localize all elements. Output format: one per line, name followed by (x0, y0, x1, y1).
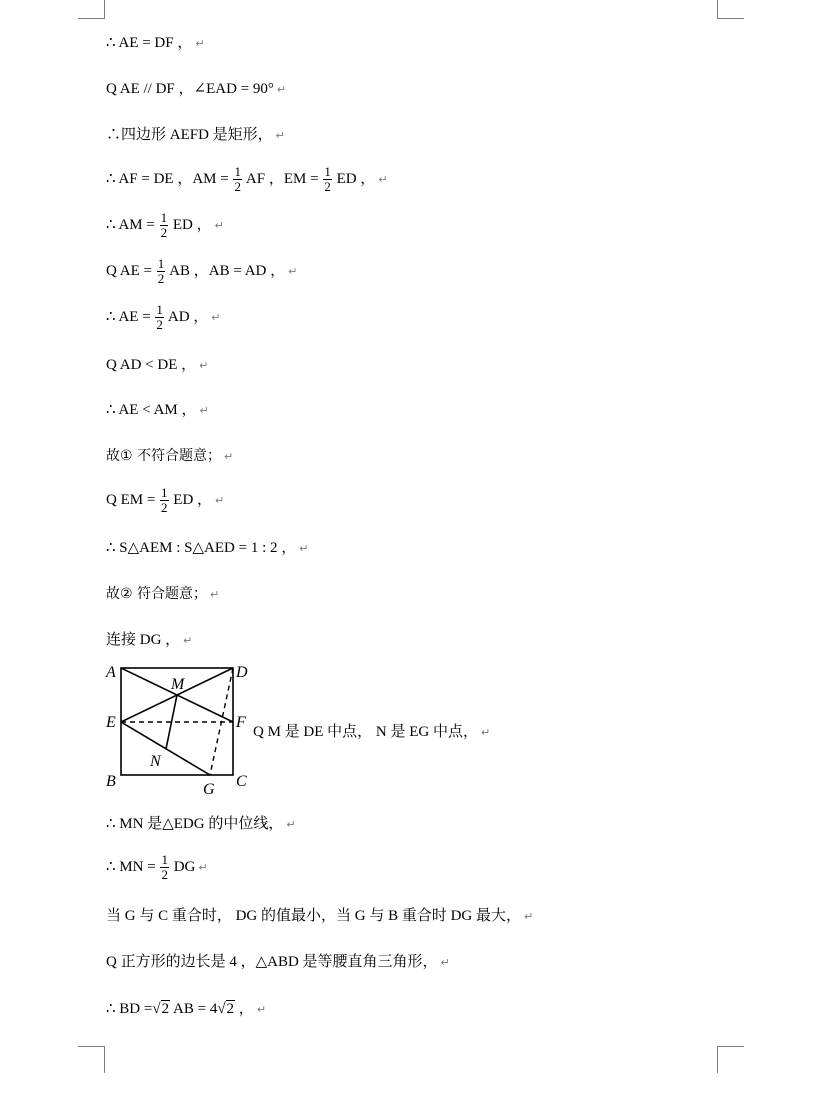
line-20-pre: ∴ BD = (106, 1001, 153, 1017)
line-4-post: ED ， (336, 170, 376, 187)
line-6-pre: Q AE = (106, 262, 152, 279)
line-10 (106, 446, 233, 467)
fraction (155, 303, 164, 332)
return-mark: ↵ (210, 588, 220, 601)
line-4 (106, 165, 388, 194)
return-mark: ↵ (224, 450, 234, 463)
line-19-text: Q 正方形的边长是 4 ，△ABD 是等腰直角三角形， (106, 954, 438, 970)
fraction (160, 486, 169, 515)
sqrt-radicand: 2 (161, 1001, 170, 1017)
fraction-numerator: 1 (324, 164, 331, 179)
line-9-text: ∴ AE < AM ， (106, 402, 197, 418)
line-1 (106, 33, 205, 54)
return-mark: ↵ (276, 83, 287, 96)
fraction-denominator: 2 (161, 867, 168, 882)
return-mark: ↵ (183, 634, 193, 647)
return-mark: ↵ (199, 359, 209, 372)
line-7-pre: ∴ AE = (106, 308, 151, 325)
fraction-numerator: 1 (156, 302, 163, 317)
fraction (160, 211, 169, 240)
return-mark: ↵ (524, 910, 534, 923)
line-13-text: 故② 符合题意； (106, 586, 208, 602)
fraction (157, 257, 166, 286)
fraction-denominator: 2 (156, 317, 163, 332)
line-12 (106, 538, 308, 559)
fraction-numerator: 1 (161, 852, 168, 867)
fraction (233, 165, 242, 194)
fraction (160, 853, 169, 882)
page-corner-bottom-right (717, 1046, 744, 1073)
fraction-denominator: 2 (161, 500, 168, 515)
square-figure (100, 660, 260, 805)
fraction-denominator: 2 (234, 179, 241, 194)
label-e: E (106, 714, 116, 731)
line-3 (106, 125, 285, 146)
line-6-post: AB ，AB = AD ， (169, 262, 286, 279)
return-mark: ↵ (288, 264, 298, 278)
line-5 (106, 211, 224, 240)
label-b: B (106, 773, 116, 790)
label-d: D (236, 664, 248, 681)
fraction-numerator: 1 (160, 210, 168, 225)
line-2 (106, 79, 286, 100)
label-m: M (171, 676, 185, 693)
label-c: C (236, 773, 247, 790)
line-7-post: AD ， (167, 308, 209, 325)
return-mark: ↵ (275, 129, 285, 142)
return-mark: ↵ (198, 860, 208, 874)
label-a: A (106, 664, 116, 681)
line-13 (106, 584, 219, 605)
fraction-denominator: 2 (324, 179, 331, 194)
line-6 (106, 257, 297, 286)
return-mark: ↵ (214, 218, 224, 232)
line-15-text: Q M 是 DE 中点， N 是 EG 中点， (253, 724, 478, 740)
line-8 (106, 355, 208, 376)
sqrt-radicand: 2 (226, 1001, 235, 1017)
square-diagram (100, 660, 260, 800)
line-5-pre: ∴ AM = (106, 216, 155, 233)
label-f: F (236, 714, 246, 731)
line-4-mid: AF ，EM = (245, 170, 319, 187)
line-16-text: ∴ MN 是△EDG 的中位线， (106, 816, 284, 832)
label-n: N (150, 753, 161, 770)
return-mark: ↵ (211, 310, 221, 324)
line-8-text: Q AD < DE ， (106, 357, 197, 373)
line-14 (106, 630, 192, 651)
line-14-text: 连接 DG ， (106, 632, 181, 648)
line-3-text: ∴四边形 AEFD 是矩形， (106, 127, 273, 143)
line-16 (106, 814, 296, 835)
line-15 (253, 722, 490, 743)
line-4-pre: ∴ AF = DE ，AM = (106, 170, 229, 187)
fraction-numerator: 1 (234, 164, 241, 179)
return-mark: ↵ (481, 726, 491, 739)
return-mark: ↵ (440, 956, 450, 969)
label-g: G (203, 781, 215, 798)
fraction-numerator: 1 (157, 256, 165, 271)
line-5-post: ED ， (172, 216, 212, 233)
line-17-pre: ∴ MN = (106, 858, 156, 875)
line-9 (106, 400, 209, 421)
page-corner-bottom-left (78, 1046, 105, 1073)
return-mark: ↵ (378, 172, 388, 186)
line-10-text: 故① 不符合题意； (106, 448, 222, 464)
line-19 (106, 952, 450, 973)
line-11 (106, 486, 224, 515)
line-2-text: Q AE // DF ，∠EAD = 90° (106, 81, 274, 97)
line-1-text: ∴ AE = DF ， (106, 35, 193, 51)
line-17-post: DG (173, 858, 196, 875)
line-18 (106, 906, 533, 927)
fraction-denominator: 2 (157, 271, 165, 286)
return-mark: ↵ (256, 1003, 267, 1016)
return-mark: ↵ (299, 542, 309, 555)
line-11-pre: Q EM = (106, 491, 156, 508)
line-20: ∴ BD =√2 AB = 4√2 ， ↵ (106, 1001, 267, 1017)
line-20-post: ， (238, 1001, 254, 1017)
fraction-numerator: 1 (161, 485, 168, 500)
line-11-post: ED ， (173, 491, 213, 508)
line-17 (106, 853, 208, 882)
fraction (323, 165, 332, 194)
fraction-denominator: 2 (160, 225, 168, 240)
page-corner-top-right (717, 0, 744, 19)
page-corner-top-left (78, 0, 105, 19)
return-mark: ↵ (286, 818, 296, 831)
return-mark: ↵ (199, 404, 209, 417)
line-7 (106, 303, 221, 332)
line-12-text: ∴ S△AEM : S△AED = 1 : 2 ， (106, 540, 297, 556)
return-mark: ↵ (195, 37, 205, 50)
line-20-mid: AB = 4 (173, 1001, 218, 1017)
return-mark: ↵ (215, 493, 225, 507)
line-18-text: 当 G 与 C 重合时， DG 的值最小，当 G 与 B 重合时 DG 最大， (106, 908, 522, 924)
